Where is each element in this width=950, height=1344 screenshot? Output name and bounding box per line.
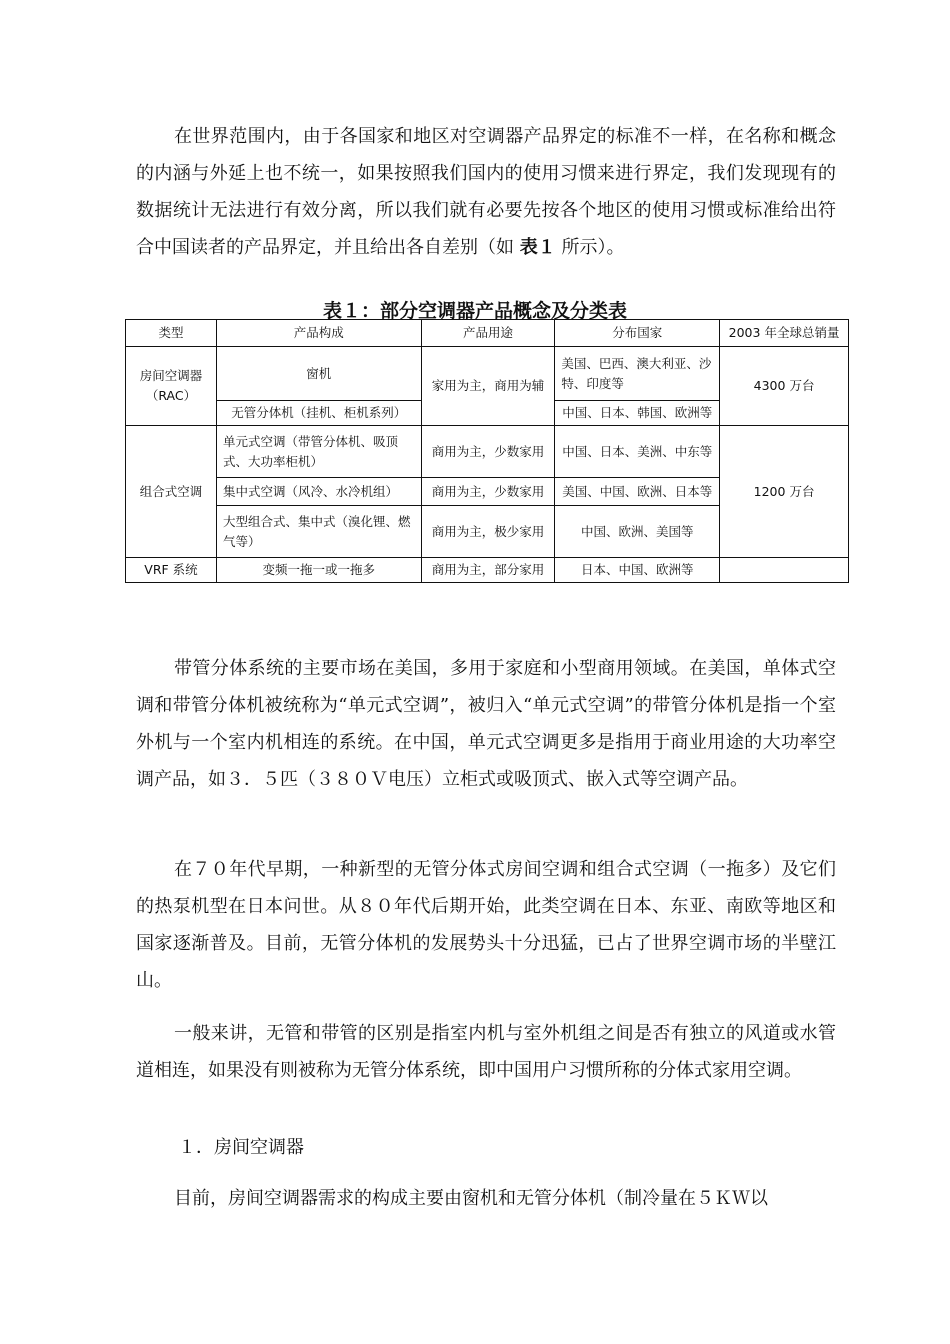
table-title: 表１：部分空调器产品概念及分类表 bbox=[322, 300, 627, 322]
cell-comb-unitary-countries: 中国、日本、美洲、中东等 bbox=[555, 426, 720, 478]
cell-rac-window: 窗机 bbox=[216, 347, 421, 401]
intro-text: 在世界范围内，由于各国家和地区对空调器产品界定的标准不一样，在名称和概念的内涵与外延上也不统一，如果按照我们国内的使用习惯来进行界定，我们发现现有的数据统计无法进行有效分离，所以我们就有必要先按各个地区的使用习惯或标准给出符合中国读者的产品界定，并且给出各自差别（如 bbox=[136, 126, 836, 258]
cell-comb-central: 集中式空调（风冷、水冷机组） bbox=[216, 478, 421, 506]
header-sales: 2003 年全球总销量 bbox=[720, 320, 849, 347]
table-row bbox=[126, 558, 849, 583]
cell-rac-sales: 4300 万台 bbox=[720, 347, 849, 426]
cell-rac-type: 房间空调器（RAC） bbox=[126, 347, 217, 426]
table-row bbox=[126, 426, 849, 478]
classification-table bbox=[125, 319, 849, 583]
cell-vrf-countries: 日本、中国、欧洲等 bbox=[555, 558, 720, 583]
header-type: 类型 bbox=[126, 320, 217, 347]
table-reference: 表１ bbox=[519, 237, 556, 258]
table-row bbox=[126, 347, 849, 401]
cell-rac-use: 家用为主，商用为辅 bbox=[421, 347, 555, 426]
cell-comb-central-countries: 美国、中国、欧洲、日本等 bbox=[555, 478, 720, 506]
cell-comb-sales: 1200 万台 bbox=[720, 426, 849, 558]
header-use: 产品用途 bbox=[421, 320, 555, 347]
cell-comb-unitary: 单元式空调（带管分体机、吸顶式、大功率柜机） bbox=[216, 426, 421, 478]
cell-comb-unitary-use: 商用为主，少数家用 bbox=[421, 426, 555, 478]
cell-vrf-product: 变频一拖一或一拖多 bbox=[216, 558, 421, 583]
ducted-paragraph: 带管分体系统的主要市场在美国，多用于家庭和小型商用领域。在美国，单体式空调和带管分体机被统称为“单元式空调”，被归入“单元式空调”的带管分体机是指一个室外机与一个室内机相连的系统。在中国，单元式空调更多是指用于商业用途的大功率空调产品，如３．５匹（３８０Ｖ电压）立柜式或吸顶式、嵌入式等空调产品。 bbox=[136, 658, 836, 790]
cell-comb-large: 大型组合式、集中式（溴化锂、燃气等） bbox=[216, 506, 421, 558]
header-countries: 分布国家 bbox=[555, 320, 720, 347]
intro-tail: 所示）。 bbox=[555, 237, 625, 258]
cell-vrf-use: 商用为主，部分家用 bbox=[421, 558, 555, 583]
cell-comb-large-countries: 中国、欧洲、美国等 bbox=[555, 506, 720, 558]
rac-paragraph: 目前，房间空调器需求的构成主要由窗机和无管分体机（制冷量在５ＫＷ以 bbox=[174, 1188, 768, 1209]
cell-comb-type: 组合式空调 bbox=[126, 426, 217, 558]
difference-paragraph: 一般来讲，无管和带管的区别是指室内机与室外机组之间是否有独立的风道或水管道相连，如果没有则被称为无管分体系统，即中国用户习惯所称的分体式家用空调。 bbox=[136, 1023, 836, 1081]
cell-rac-split-countries: 中国、日本、韩国、欧洲等 bbox=[555, 401, 720, 426]
cell-rac-window-countries: 美国、巴西、澳大利亚、沙特、印度等 bbox=[555, 347, 720, 401]
ductless-history-paragraph: 在７０年代早期，一种新型的无管分体式房间空调和组合式空调（一拖多）及它们的热泵机型在日本问世。从８０年代后期开始，此类空调在日本、东亚、南欧等地区和国家逐渐普及。目前，无管分体机的发展势头十分迅猛，已占了世界空调市场的半壁江山。 bbox=[136, 859, 836, 991]
cell-comb-central-use: 商用为主，少数家用 bbox=[421, 478, 555, 506]
intro-paragraph bbox=[136, 118, 836, 266]
section-heading: １．房间空调器 bbox=[178, 1137, 304, 1158]
header-product: 产品构成 bbox=[216, 320, 421, 347]
table-header-row bbox=[126, 320, 849, 347]
cell-comb-large-use: 商用为主，极少家用 bbox=[421, 506, 555, 558]
cell-rac-split: 无管分体机（挂机、柜机系列） bbox=[216, 401, 421, 426]
cell-vrf-sales bbox=[720, 558, 849, 583]
cell-vrf-type: VRF 系统 bbox=[126, 558, 217, 583]
